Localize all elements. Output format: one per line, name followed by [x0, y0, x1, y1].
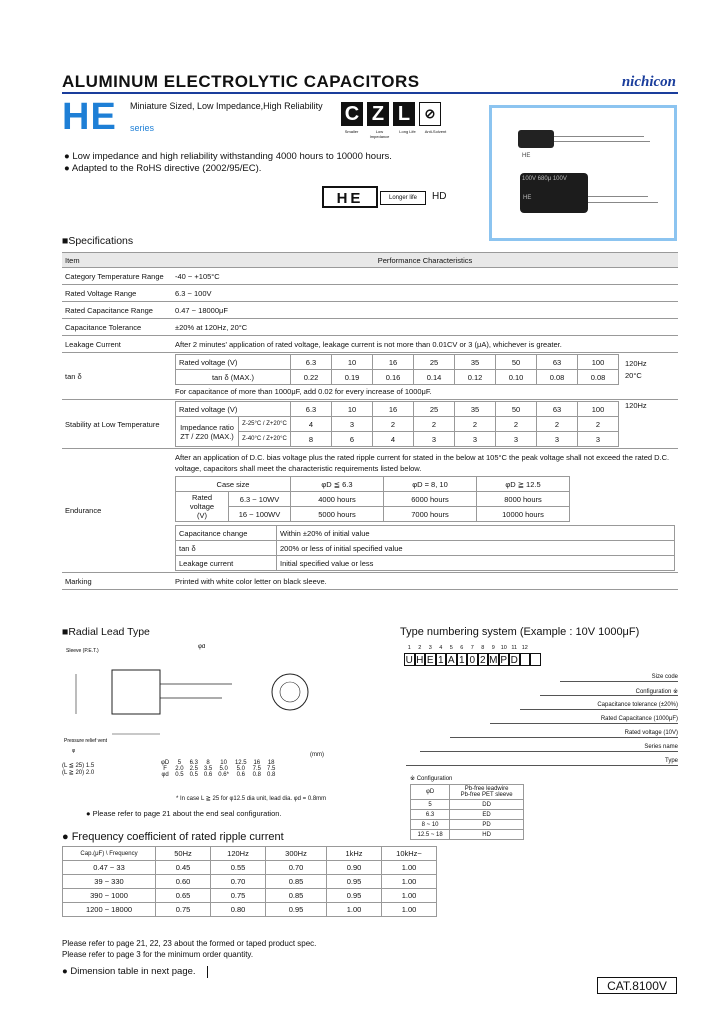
ripple-heading: ● Frequency coefficient of rated ripple current — [62, 831, 284, 843]
leader-line — [560, 681, 678, 682]
code-digits: 1 2 3 4 5 6 7 8 9 10 11 12 — [407, 645, 528, 651]
dimension-note: ● Dimension table in next page. — [62, 966, 196, 977]
spec-row: Rated Voltage Range 6.3 ~ 100V — [62, 285, 678, 302]
see-note: ● Please refer to page 21 about the end seal configuration. — [86, 809, 282, 818]
series-box: HE — [322, 186, 378, 208]
series-tagline: Miniature Sized, Low Impedance,High Reliability — [130, 101, 323, 111]
leader-line — [450, 737, 678, 738]
footer-notes: Please refer to page 21, 22, 23 about the formed or taped product spec. Please refer to page 3 for the minimum order quantity. — [62, 939, 317, 959]
endurance-text: After an application of D.C. bias voltage plus the rated ripple current for stated in the below at 105°C the peak voltage shall not exceed the rated D.C. voltage, capacitors shall meet the characteristic requirements listed below. — [175, 453, 670, 473]
product-photo — [489, 105, 677, 241]
code-label: Series name — [644, 744, 678, 750]
code-label: Size code — [651, 674, 678, 680]
col-perf: Performance Characteristics — [172, 253, 678, 268]
leader-line — [490, 723, 678, 724]
feature-labels — [340, 129, 447, 139]
lead-wire — [588, 196, 648, 197]
series-arrow: Longer life — [380, 191, 426, 205]
leader-line — [520, 709, 678, 710]
brand-logo: nichicon — [621, 74, 676, 90]
phi-label: φ — [72, 748, 76, 754]
config-title: ※ Configuration — [410, 776, 453, 782]
end-view-inner — [280, 682, 300, 702]
code-boxes: U H E 1 A 1 0 2 M P D — [404, 653, 541, 666]
endurance-table: Case size φD ≦ 6.3 φD = 8, 10 φD ≧ 12.5 Rated voltage (V) 6.3 ~ 10WV 4000 hours 6000 hours 8000 hours 16 ~ 100WV 5000 hours 7000 hours 10000 hours — [175, 476, 570, 522]
config-table: φD Pb-free leadwire Pb-free PET sleeve 5 DD 6.3 ED 8 ~ 10 PD 12.5 ~ 18 HD — [410, 784, 524, 840]
capacitor-body — [112, 670, 160, 714]
bullet-item: ● Low impedance and high reliability withstanding 4000 hours to 10000 hours. — [64, 151, 392, 162]
bullet-item: ● Adapted to the RoHS directive (2002/95/EC). — [64, 163, 262, 174]
spec-header — [62, 253, 678, 268]
dimension-table: φD 5 6.3 8 10 12.5 16 18 F 2.0 2.5 3.5 5.0 5.0 7.5 7.5 φd 0.5 0.5 0.6 0.6* 0.6 0.8 0.8 — [161, 760, 276, 778]
code-label: Capacitance tolerance (±20%) — [597, 702, 678, 708]
unit-label: (mm) — [310, 752, 324, 758]
leader-line — [420, 751, 678, 752]
specifications-heading: ■Specifications — [62, 235, 134, 247]
feature-bullets — [64, 151, 392, 175]
stability-table: Rated voltage (V) 6.3 10 16 25 35 50 63 100 Impedance ratio ZT / Z20 (MAX.) Z-25°C / Z+20°C 4 3 2 2 2 2 2 2 Z-40°C / Z+20°C 8 6 4 3 3 3 3 3 — [175, 401, 619, 447]
spec-row-tan: tan δ Rated voltage (V) 6.3 10 16 25 35 50 63 100 tan δ (MAX.) 0.22 0.19 0.16 0.14 0.12 0.10 0.08 0.08 120Hz 20°C For capacitance of more than 1000μF, add 0.02 for every increase of 1000μF. — [62, 353, 678, 400]
code-label: Configuration ※ — [635, 689, 678, 695]
capacitor-large: 100V 680μ 100V HE — [520, 173, 588, 213]
lead-wire — [554, 141, 650, 142]
col-item: Item — [62, 253, 172, 268]
feature-label: Low Impedance — [369, 129, 390, 139]
spec-row-endurance: Endurance After an application of D.C. bias voltage plus the rated ripple current for stated in the below at 105°C the peak voltage shall not exceed the rated D.C. voltage, capacitors shall meet the characteristic requirements listed below. Case size φD ≦ 6.3 φD = 8, 10 φD ≧ 12.5 Rated voltage (V) 6.3 ~ 10WV 4000 hours 6000 hours 8000 hours 16 ~ 100WV 5000 hours 7000 hours 10000 hours Capacitance change Within ±20% of initial value tan δ 200% or less of initial specified value Leakage current Initial specified value or less — [62, 449, 678, 573]
spec-row: Rated Capacitance Range 0.47 ~ 18000μF — [62, 302, 678, 319]
anti-solvent-icon: ⊘ — [419, 102, 441, 126]
series-next: HD — [432, 191, 447, 202]
title-rule — [62, 92, 678, 94]
tan-table: Rated voltage (V) 6.3 10 16 25 35 50 63 100 tan δ (MAX.) 0.22 0.19 0.16 0.14 0.12 0.10 0.08 0.08 — [175, 354, 619, 385]
photo-label: HE — [522, 153, 531, 159]
catalog-number: CAT.8100V — [597, 977, 677, 994]
feature-label: Anti-Solvent — [424, 129, 447, 134]
spec-row-stability: Stability at Low Temperature Rated voltage (V) 6.3 10 16 25 35 50 63 100 Impedance ratio ZT / Z20 (MAX.) Z-25°C / Z+20°C 4 3 2 2 2 2 2 2 Z-40°C / Z+20°C 8 6 4 3 3 3 3 3 120Hz — [62, 400, 678, 449]
long-life-icon: L — [393, 102, 415, 126]
feature-label: Long Life — [399, 129, 416, 134]
low-impedance-icon: Z — [367, 102, 389, 126]
radial-heading: ■Radial Lead Type — [62, 626, 150, 638]
feature-label: Smaller — [344, 129, 359, 134]
type-title: Type numbering system (Example : 10V 1000μF) — [400, 626, 640, 638]
feature-icons — [341, 102, 441, 126]
leader-line — [540, 695, 678, 696]
spec-row: Category Temperature Range -40 ~ +105°C — [62, 268, 678, 285]
sleeve-label: Sleeve (P.E.T.) — [66, 648, 99, 654]
capacitor-small — [518, 130, 554, 148]
lead-wire — [554, 136, 644, 137]
end-view — [272, 674, 308, 710]
lead-label: φd — [198, 644, 206, 650]
page-title: ALUMINUM ELECTROLYTIC CAPACITORS — [62, 72, 420, 91]
spec-row: Marking Printed with white color letter on black sleeve. — [62, 573, 678, 590]
case-labels: (L ≦ 25) 1.5 (L ≧ 20) 2.0 — [62, 763, 95, 776]
ripple-table: Cap.(μF) \ Frequency 50Hz 120Hz 300Hz 1kHz 10kHz~ 0.47 ~ 33 0.45 0.55 0.70 0.90 1.00 39 ~ 330 0.60 0.70 0.85 0.95 1.00 390 ~ 1000 0.65 0.75 0.85 0.95 1.00 1200 ~ 18000 0.75 0.80 0.95 1.00 1.00 — [62, 846, 437, 917]
tan-note: For capacitance of more than 1000μF, add 0.02 for every increase of 1000μF. — [175, 387, 432, 396]
dimension-footnote: * In case L ≧ 25 for φ12.5 dia unit, lead dia. φd = 0.8mm — [176, 796, 327, 802]
code-label: Rated voltage (10V) — [624, 730, 678, 736]
radial-drawing — [62, 644, 362, 756]
code-label: Type — [664, 758, 678, 764]
pressure-label: Pressure relief vent — [64, 738, 108, 744]
lead-wire — [588, 202, 658, 203]
spec-table — [62, 252, 678, 590]
spec-row: Capacitance Tolerance ±20% at 120Hz, 20°C — [62, 319, 678, 336]
smaller-icon: C — [341, 102, 363, 126]
code-label: Rated Capacitance (1000μF) — [600, 716, 678, 722]
series-word: series — [130, 123, 155, 133]
endurance-checks: Capacitance change Within ±20% of initial value tan δ 200% or less of initial specified value Leakage current Initial specified value or less — [175, 525, 675, 571]
series-code: HE — [62, 96, 117, 138]
spec-row: Leakage Current After 2 minutes' application of rated voltage, leakage current is not more than 0.01CV or 3 (μA), whichever is greater. — [62, 336, 678, 353]
leader-line — [406, 765, 678, 766]
divider — [207, 966, 208, 978]
